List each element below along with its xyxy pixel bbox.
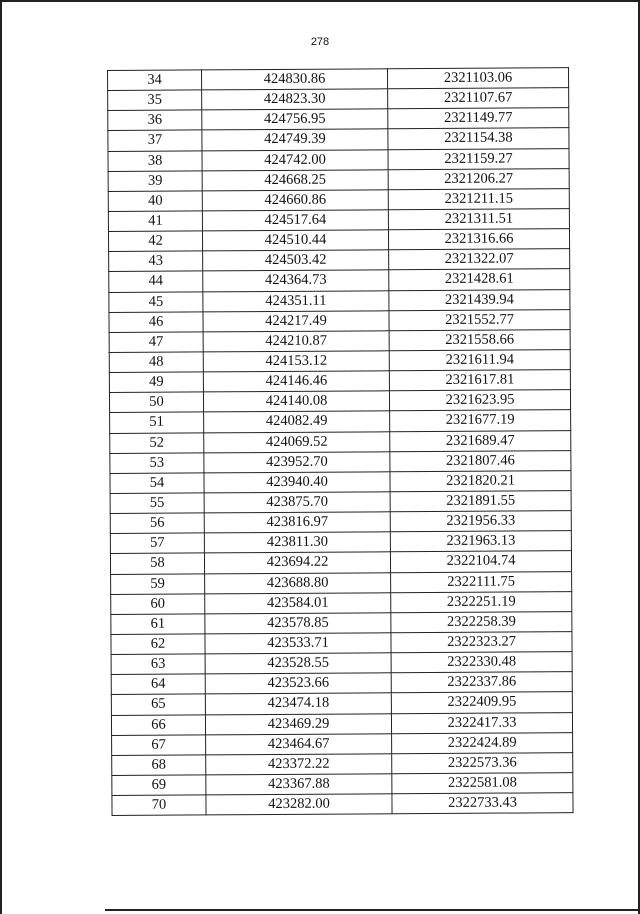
point-number-cell: 47: [109, 332, 203, 353]
y-coordinate-cell: 2322104.74: [390, 551, 571, 572]
x-coordinate-cell: 423523.66: [205, 673, 391, 694]
point-number-cell: 34: [108, 70, 202, 91]
x-coordinate-cell: 423584.01: [205, 592, 391, 613]
y-coordinate-cell: 2321623.95: [389, 390, 570, 411]
point-number-cell: 36: [108, 110, 202, 131]
table-row: [111, 652, 572, 675]
x-coordinate-cell: 424668.25: [202, 169, 388, 190]
point-number-cell: 55: [110, 493, 204, 514]
table-row: [111, 712, 572, 735]
table-row: [112, 752, 573, 775]
point-number-cell: 56: [110, 513, 204, 534]
x-coordinate-cell: 423952.70: [204, 451, 390, 472]
table-row: [108, 68, 569, 91]
table-row: [109, 390, 570, 413]
y-coordinate-cell: 2321617.81: [389, 370, 570, 391]
x-coordinate-cell: 424830.86: [202, 69, 388, 90]
point-number-cell: 70: [112, 795, 206, 816]
table-row: [110, 450, 571, 473]
point-number-cell: 44: [109, 271, 203, 292]
y-coordinate-cell: 2321689.47: [390, 430, 571, 451]
table-row: [108, 209, 569, 232]
y-coordinate-cell: 2322337.86: [391, 672, 572, 693]
x-coordinate-cell: 424140.08: [203, 391, 389, 412]
table-row: [108, 88, 569, 111]
x-coordinate-cell: 423694.22: [204, 552, 390, 573]
point-number-cell: 48: [109, 352, 203, 373]
y-coordinate-cell: 2321149.77: [388, 108, 569, 129]
y-coordinate-cell: 2322417.33: [391, 712, 572, 733]
coordinate-table: [107, 67, 574, 816]
table-row: [111, 571, 572, 594]
point-number-cell: 61: [111, 614, 205, 635]
x-coordinate-cell: 424351.11: [203, 290, 389, 311]
x-coordinate-cell: 424742.00: [202, 149, 388, 170]
point-number-cell: 46: [109, 312, 203, 333]
y-coordinate-cell: 2321963.13: [390, 531, 571, 552]
x-coordinate-cell: 423372.22: [206, 754, 392, 775]
table-row: [111, 591, 572, 614]
y-coordinate-cell: 2321322.07: [389, 249, 570, 270]
y-coordinate-cell: 2321107.67: [388, 88, 569, 109]
y-coordinate-cell: 2321891.55: [390, 491, 571, 512]
x-coordinate-cell: 424823.30: [202, 89, 388, 110]
scan-border-bottom: [105, 909, 640, 911]
table-row: [111, 611, 572, 634]
table-row: [109, 269, 570, 292]
x-coordinate-cell: 423816.97: [204, 512, 390, 533]
table-row: [111, 692, 572, 715]
x-coordinate-cell: 424749.39: [202, 129, 388, 150]
table-row: [112, 732, 573, 755]
point-number-cell: 37: [108, 130, 202, 151]
table-row: [108, 108, 569, 131]
x-coordinate-cell: 423367.88: [206, 774, 392, 795]
table-row: [108, 128, 569, 151]
point-number-cell: 58: [110, 553, 204, 574]
y-coordinate-cell: 2322733.43: [392, 793, 573, 814]
scan-border-left: [0, 0, 2, 914]
point-number-cell: 65: [111, 694, 205, 715]
x-coordinate-cell: 424069.52: [204, 431, 390, 452]
point-number-cell: 41: [108, 211, 202, 232]
y-coordinate-cell: 2322573.36: [392, 752, 573, 773]
point-number-cell: 69: [112, 775, 206, 796]
point-number-cell: 53: [110, 453, 204, 474]
y-coordinate-cell: 2321428.61: [389, 269, 570, 290]
point-number-cell: 50: [109, 392, 203, 413]
table-row: [110, 470, 571, 493]
page-number: 278: [310, 36, 330, 48]
point-number-cell: 66: [111, 714, 205, 735]
table-row: [108, 189, 569, 212]
table-row: [109, 350, 570, 373]
x-coordinate-cell: 424082.49: [204, 411, 390, 432]
table-row: [109, 330, 570, 353]
table-row: [108, 168, 569, 191]
y-coordinate-cell: 2321677.19: [390, 410, 571, 431]
table-row: [108, 148, 569, 171]
x-coordinate-cell: 424503.42: [203, 250, 389, 271]
y-coordinate-cell: 2321206.27: [388, 168, 569, 189]
table-row: [110, 410, 571, 433]
y-coordinate-cell: 2321159.27: [388, 148, 569, 169]
point-number-cell: 35: [108, 90, 202, 111]
y-coordinate-cell: 2321807.46: [390, 450, 571, 471]
y-coordinate-cell: 2322258.39: [391, 611, 572, 632]
y-coordinate-cell: 2321820.21: [390, 470, 571, 491]
point-number-cell: 57: [110, 533, 204, 554]
x-coordinate-cell: 424153.12: [203, 351, 389, 372]
table-row: [109, 249, 570, 272]
point-number-cell: 51: [110, 412, 204, 433]
x-coordinate-cell: 424510.44: [202, 230, 388, 251]
table-row: [110, 491, 571, 514]
y-coordinate-cell: 2321956.33: [390, 511, 571, 532]
point-number-cell: 38: [108, 150, 202, 171]
y-coordinate-cell: 2322581.08: [392, 773, 573, 794]
x-coordinate-cell: 423940.40: [204, 472, 390, 493]
point-number-cell: 42: [108, 231, 202, 252]
point-number-cell: 67: [112, 735, 206, 756]
point-number-cell: 43: [109, 251, 203, 272]
point-number-cell: 39: [108, 171, 202, 192]
point-number-cell: 62: [111, 634, 205, 655]
y-coordinate-cell: 2321103.06: [387, 68, 568, 89]
table-row: [110, 551, 571, 574]
x-coordinate-cell: 424364.73: [203, 270, 389, 291]
table-row: [109, 289, 570, 312]
x-coordinate-cell: 424660.86: [202, 190, 388, 211]
point-number-cell: 40: [108, 191, 202, 212]
y-coordinate-cell: 2321311.51: [388, 209, 569, 230]
x-coordinate-cell: 424210.87: [203, 331, 389, 352]
y-coordinate-cell: 2322424.89: [392, 732, 573, 753]
y-coordinate-cell: 2322111.75: [391, 571, 572, 592]
point-number-cell: 64: [111, 674, 205, 695]
point-number-cell: 60: [111, 594, 205, 615]
x-coordinate-cell: 423811.30: [204, 532, 390, 553]
y-coordinate-cell: 2321611.94: [389, 350, 570, 371]
scan-border-top: [0, 0, 640, 2]
x-coordinate-cell: 423875.70: [204, 492, 390, 513]
y-coordinate-cell: 2321211.15: [388, 189, 569, 210]
x-coordinate-cell: 423469.29: [205, 713, 391, 734]
y-coordinate-cell: 2321439.94: [389, 289, 570, 310]
table-row: [110, 531, 571, 554]
table-row: [110, 511, 571, 534]
y-coordinate-cell: 2321558.66: [389, 330, 570, 351]
point-number-cell: 49: [109, 372, 203, 393]
x-coordinate-cell: 423578.85: [205, 613, 391, 634]
y-coordinate-cell: 2321316.66: [388, 229, 569, 250]
table-row: [111, 672, 572, 695]
table-row: [109, 309, 570, 332]
x-coordinate-cell: 424217.49: [203, 310, 389, 331]
y-coordinate-cell: 2322251.19: [391, 591, 572, 612]
table-row: [110, 430, 571, 453]
x-coordinate-cell: 423464.67: [206, 733, 392, 754]
x-coordinate-cell: 423533.71: [205, 633, 391, 654]
x-coordinate-cell: 423528.55: [205, 653, 391, 674]
y-coordinate-cell: 2321154.38: [388, 128, 569, 149]
x-coordinate-cell: 423474.18: [205, 693, 391, 714]
point-number-cell: 59: [111, 573, 205, 594]
coordinate-table-body: [108, 68, 574, 816]
point-number-cell: 68: [112, 755, 206, 776]
point-number-cell: 54: [110, 473, 204, 494]
y-coordinate-cell: 2321552.77: [389, 309, 570, 330]
y-coordinate-cell: 2322330.48: [391, 652, 572, 673]
x-coordinate-cell: 424146.46: [203, 371, 389, 392]
table-row: [112, 773, 573, 796]
x-coordinate-cell: 423688.80: [205, 572, 391, 593]
table-row: [109, 370, 570, 393]
point-number-cell: 52: [110, 432, 204, 453]
table-row: [112, 793, 573, 816]
x-coordinate-cell: 424756.95: [202, 109, 388, 130]
y-coordinate-cell: 2322409.95: [391, 692, 572, 713]
point-number-cell: 63: [111, 654, 205, 675]
x-coordinate-cell: 424517.64: [202, 210, 388, 231]
table-row: [111, 632, 572, 655]
x-coordinate-cell: 423282.00: [206, 794, 392, 815]
table-row: [108, 229, 569, 252]
point-number-cell: 45: [109, 291, 203, 312]
y-coordinate-cell: 2322323.27: [391, 632, 572, 653]
